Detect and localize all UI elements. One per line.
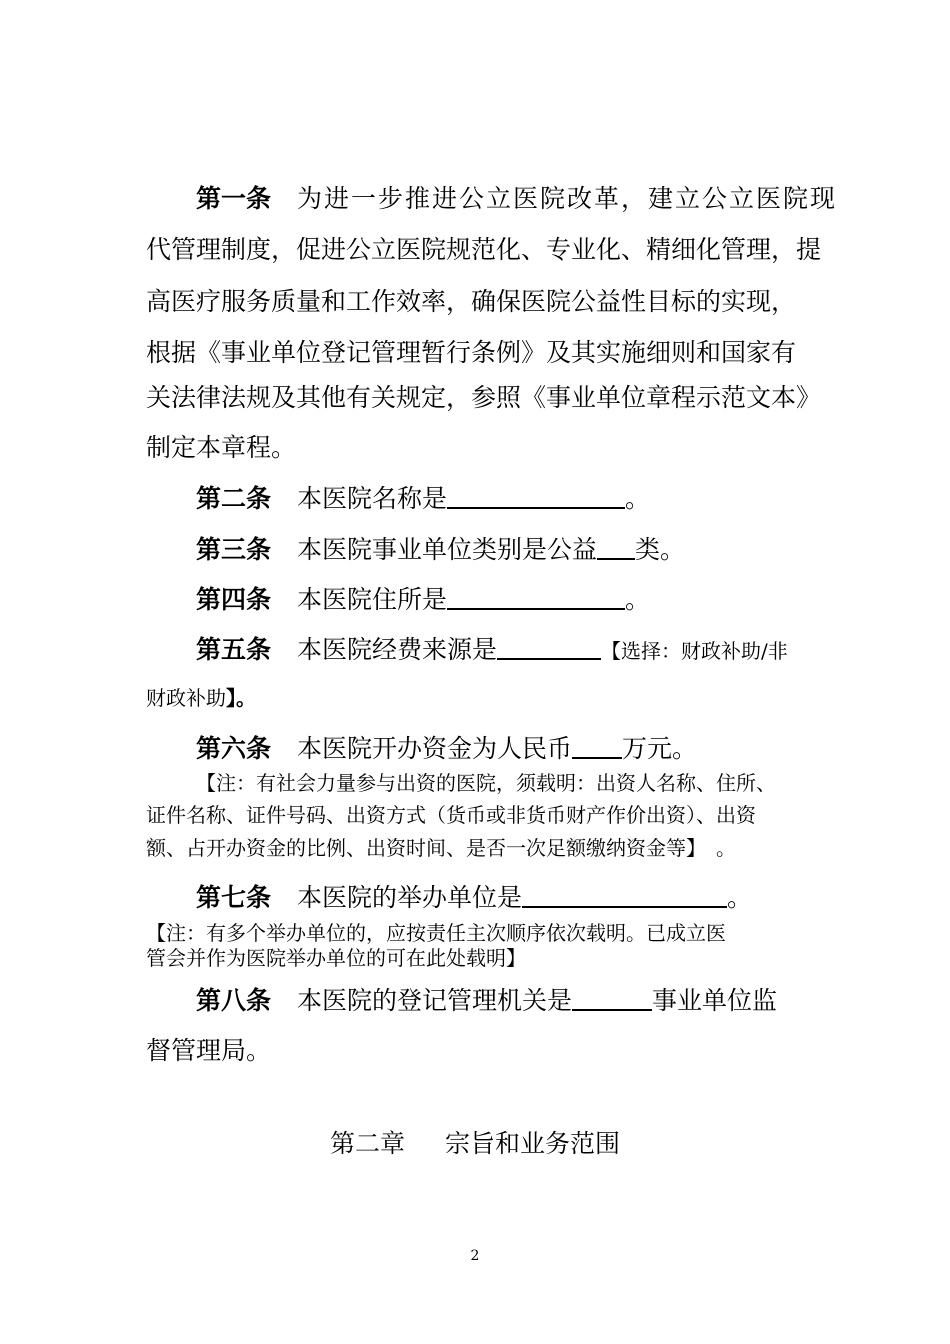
article-1-line-2: 代管理制度，促进公立医院规范化、专业化、精细化管理，提 [146,235,822,264]
article-3-blank[interactable] [597,534,635,560]
article-2-text: 本医院名称是 [297,484,448,513]
article-8 [196,985,777,1016]
article-3 [196,534,685,565]
article-1-text: 为进一步推进公立医院改革，建立公立医院现 [297,184,838,213]
article-3-end: 类。 [635,535,686,564]
article-7-blank[interactable] [522,882,727,908]
article-6-end: 万元。 [622,734,698,763]
article-5-option-close: 】。 [226,686,256,710]
article-6-note-1: 【注：有社会力量参与出资的医院，须载明：出资人名称、住所、 [196,771,776,795]
article-5-option-cont-text: 财政补助 [146,686,226,710]
article-2-label: 第二条 [196,484,272,513]
page-number: 2 [470,1248,480,1264]
article-1-line-1 [196,184,837,214]
article-6 [196,733,697,764]
article-2-blank[interactable] [447,483,625,509]
article-4-end: 。 [625,585,651,614]
article-7-note-1: 【注：有多个举办单位的，应按责任主次顺序依次载明。已成立医 [146,921,726,945]
chapter-heading [0,1128,950,1160]
article-7 [196,882,752,913]
article-8-cont: 督管理局。 [146,1036,272,1065]
article-3-text: 本医院事业单位类别是公益 [297,535,598,564]
article-6-blank[interactable] [572,733,622,759]
article-8-label: 第八条 [196,986,272,1015]
article-1-line-6: 制定本章程。 [146,433,297,462]
article-5-text: 本医院经费来源是 [297,635,498,664]
article-5-blank[interactable] [497,634,601,660]
article-4-text: 本医院住所是 [297,585,448,614]
article-5 [196,634,788,665]
article-4-label: 第四条 [196,585,272,614]
article-4-blank[interactable] [447,584,625,610]
article-3-label: 第三条 [196,535,272,564]
article-2-end: 。 [625,484,651,513]
article-8-blank[interactable] [572,985,652,1011]
chapter-number: 第二章 [329,1129,405,1158]
article-1-line-3: 高医疗服务质量和工作效率，确保医院公益性目标的实现， [146,287,797,316]
article-5-option: 【选择：财政补助/非 [601,639,788,663]
article-1-label: 第一条 [196,184,272,213]
chapter-title: 宗旨和业务范围 [445,1129,621,1158]
article-1-line-4: 根据《事业单位登记管理暂行条例》及其实施细则和国家有 [146,338,797,367]
article-7-end: 。 [727,883,753,912]
article-7-text: 本医院的举办单位是 [297,883,523,912]
article-6-text: 本医院开办资金为人民币 [297,734,573,763]
article-7-note-2: 管会并作为医院举办单位的可在此处载明】 [146,946,526,970]
article-6-label: 第六条 [196,734,272,763]
article-4 [196,584,650,615]
article-8-end: 事业单位监 [652,986,778,1015]
article-5-label: 第五条 [196,635,272,664]
article-7-label: 第七条 [196,883,272,912]
article-1-line-5: 关法律法规及其他有关规定，参照《事业单位章程示范文本》 [146,383,822,412]
article-8-text: 本医院的登记管理机关是 [297,986,573,1015]
article-2 [196,483,650,514]
article-6-note-2: 证件名称、证件号码、出资方式（货币或非货币财产作价出资）、出资 [146,803,756,827]
article-5-option-cont [146,685,256,711]
article-6-note-3: 额、占开办资金的比例、出资时间、是否一次足额缴纳资金等】 。 [146,836,736,860]
